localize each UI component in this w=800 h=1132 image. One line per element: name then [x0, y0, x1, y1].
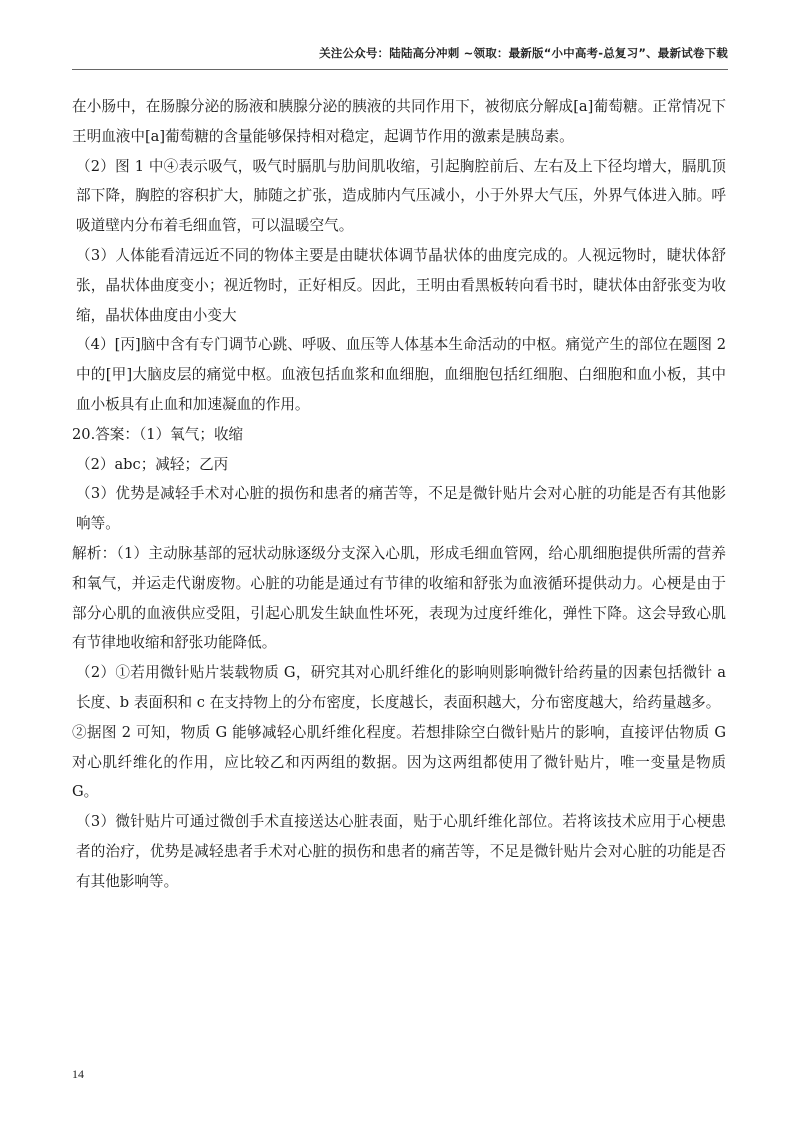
page-header: 关注公众号：陆陆高分冲刺 ~领取：最新版“小中高考-总复习”、最新试卷下载 [319, 46, 728, 60]
paragraph-2: （2）图 1 中④表示吸气，吸气时膈肌与肋间肌收缩，引起胸腔前后、左右及上下径均增大，膈肌顶部下降，胸腔的容积扩大，肺随之扩张，造成肺内气压减小，小于外界大气压，外界气体进入肺。呼吸道壁内分布着毛细血管，可以温暖空气。 [76, 157, 726, 235]
analysis-part-2-2: ②据图 2 可知，物质 G 能够减轻心肌纤维化程度。若想排除空白微针贴片的影响，直接评估物质 G 对心肌纤维化的作用，应比较乙和丙两组的数据。因为这两组都使用了微针贴片，唯一变量是物质 G。 [72, 723, 726, 801]
answer-body [72, 92, 726, 897]
answer-20-part-2: （2）abc；减轻；乙丙 [76, 455, 229, 473]
analysis-part-3: （3）微针贴片可通过微创手术直接送达心脏表面，贴于心肌纤维化部位。若将该技术应用于心梗患者的治疗，优势是减轻患者手术对心脏的损伤和患者的痛苦等，不足是微针贴片会对心脏的功能是否有其他影响等。 [76, 813, 726, 890]
analysis-part-2-1: （2）①若用微针贴片装载物质 G，研究其对心肌纤维化的影响则影响微针给药量的因素包括微针 a 长度、b 表面积和 c 在支持物上的分布密度，长度越长，表面积越大，分布密度越大，给药量越多。 [76, 664, 726, 711]
paragraph-1: 在小肠中，在肠腺分泌的肠液和胰腺分泌的胰液的共同作用下，被彻底分解成[a]葡萄糖。正常情况下王明血液中[a]葡萄糖的含量能够保持相对稳定，起调节作用的激素是胰岛素。 [72, 98, 726, 145]
analysis-part-1: 解析：（1）主动脉基部的冠状动脉逐级分支深入心肌，形成毛细血管网，给心肌细胞提供所需的营养和氧气，并运走代谢废物。心脏的功能是通过有节律的收缩和舒张为血液循环提供动力。心梗是由于部分心肌的血液供应受阻，引起心肌发生缺血性坏死，表现为过度纤维化，弹性下降。这会导致心肌有节律地收缩和舒张功能降低。 [72, 544, 726, 652]
answer-20-heading: 20.答案：（1）氧气；收缩 [72, 425, 244, 443]
paragraph-4: （4）[丙]脑中含有专门调节心跳、呼吸、血压等人体基本生命活动的中枢。痛觉产生的部位在题图 2 中的[甲]大脑皮层的痛觉中枢。血液包括血浆和血细胞，血细胞包括红细胞、白细胞和血小板，其中血小板具有止血和加速凝血的作用。 [76, 336, 726, 413]
header-divider [72, 69, 728, 70]
paragraph-3: （3）人体能看清远近不同的物体主要是由睫状体调节晶状体的曲度完成的。人视远物时，睫状体舒张，晶状体曲度变小；视近物时，正好相反。因此，王明由看黑板转向看书时，睫状体由舒张变为收缩，晶状体曲度由小变大 [76, 246, 726, 324]
answer-20-part-3: （3）优势是减轻手术对心脏的损伤和患者的痛苦等，不足是微针贴片会对心脏的功能是否有其他影响等。 [76, 485, 726, 533]
page-number: 14 [72, 1067, 84, 1081]
